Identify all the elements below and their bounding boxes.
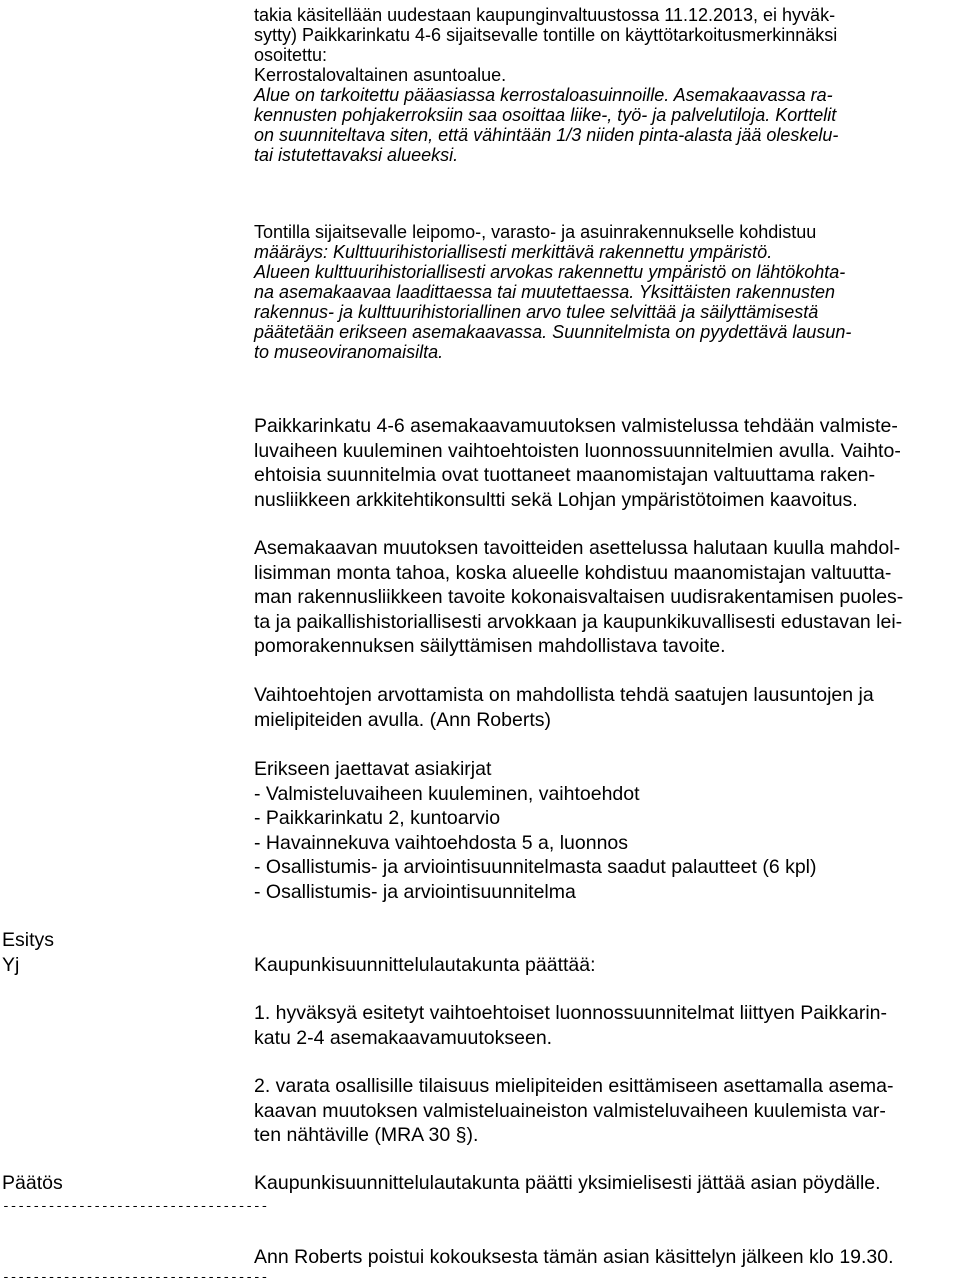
separator-dashes: ----------------------------------- [2,1199,269,1214]
text-line: tai istutettavaksi alueeksi. [254,145,459,165]
proposal-item-2 [254,1074,960,1148]
text-line: Ann Roberts poistui kokouksesta tämän asian käsittelyn jälkeen klo 19.30. [254,1246,894,1268]
text-line: sytty) Paikkarinkatu 4-6 sijaitsevalle tontille on käyttötarkoitusmerkinnäksi [254,25,838,45]
text-line: Kerrostalovaltainen asuntoalue. [254,65,507,85]
text-line: to museoviranomaisilta. [254,342,444,362]
list-item: - Osallistumis- ja arviointisuunnitelma [254,880,576,903]
proposal-intro [254,953,960,978]
note-text [254,1245,960,1270]
paragraph-cultural-heritage [254,222,960,362]
text-line: osoitettu: [254,45,328,65]
text-line: päätetään erikseen asemakaavassa. Suunnitelmista on pyydettävä lausun- [254,322,852,342]
proposal-item-1 [254,1001,960,1050]
text-line: määräys: Kulttuurihistoriallisesti merkittävä rakennettu ympäristö. [254,242,773,262]
margin-label-esitys: Esitys [2,929,55,951]
list-item: - Osallistumis- ja arviointisuunnitelmasta saadut palautteet (6 kpl) [254,856,817,878]
list-item: - Havainnekuva vaihtoehdosta 5 a, luonnos [254,831,629,854]
text-line: nusliikkeen arkkitehtikonsultti sekä Lohjan ympäristötoimen kaavoitus. [254,488,858,511]
text-line: Tontilla sijaitsevalle leipomo-, varasto- ja asuinrakennukselle kohdistuu [254,222,817,242]
text-line: ta ja paikallishistoriallisesti arvokkaan ja kaupunkikuvallisesti edustavan lei- [254,610,903,633]
text-line: ten nähtäville (MRA 30 §). [254,1124,479,1146]
text-line: Alue on tarkoitettu pääasiassa kerrostaloasuinnoille. Asemakaavassa ra- [254,85,833,105]
text-line: 2. varata osallisille tilaisuus mielipiteiden esittämiseen asettamalla asema- [254,1075,894,1097]
text-line: mielipiteiden avulla. (Ann Roberts) [254,708,551,731]
text-line: na asemakaavaa laadittaessa tai muutettaessa. Yksittäisten rakennusten [254,282,836,302]
separator-dashes: ----------------------------------- [2,1270,269,1285]
text-line: ehtoisia suunnitelmia ovat tuottaneet maanomistajan valtuuttama raken- [254,464,876,486]
text-line: 1. hyväksyä esitetyt vaihtoehtoiset luonnossuunnitelmat liittyen Paikkarin- [254,1002,887,1024]
paragraph-zoning-designation [254,5,960,165]
text-line: kennusten pohjakerroksiin saa osoittaa liike-, työ- ja palvelutiloja. Korttelit [254,105,837,125]
attachments-heading: Erikseen jaettavat asiakirjat [254,758,492,780]
text-line: Kaupunkisuunnittelulautakunta päättää: [254,954,596,976]
decision-text [254,1171,960,1196]
text-line: Asemakaavan muutoksen tavoitteiden asettelussa halutaan kuulla mahdol- [254,537,901,559]
paragraph-objectives [254,536,960,659]
attachments-list [254,757,960,904]
text-line: rakennus- ja kulttuurihistoriallinen arvo tulee selvittää ja säilyttämisestä [254,302,819,322]
margin-label-paatos: Päätös [2,1172,63,1194]
paragraph-preparation [254,414,960,512]
text-line: Alueen kulttuurihistoriallisesti arvokas rakennettu ympäristö on lähtökohta- [254,262,846,282]
text-line: pomorakennuksen säilyttämisen mahdollistava tavoite. [254,635,726,657]
list-item: - Paikkarinkatu 2, kuntoarvio [254,807,501,829]
margin-label-yj: Yj [2,954,20,976]
text-line: takia käsitellään uudestaan kaupunginvaltuustossa 11.12.2013, ei hyväk- [254,5,836,25]
text-line: Kaupunkisuunnittelulautakunta päätti yksimielisesti jättää asian pöydälle. [254,1172,881,1194]
text-line: Vaihtoehtojen arvottamista on mahdollista tehdä saatujen lausuntojen ja [254,684,874,706]
text-line: Paikkarinkatu 4-6 asemakaavamuutoksen valmistelussa tehdään valmiste- [254,415,898,437]
text-line: lisimman monta tahoa, koska alueelle kohdistuu maanomistajan valtuutta- [254,561,892,584]
text-line: luvaiheen kuuleminen vaihtoehtoisten luonnossuunnitelmien avulla. Vaihto- [254,439,901,462]
text-line: katu 2-4 asemakaavamuutokseen. [254,1026,553,1049]
list-item: - Valmisteluvaiheen kuuleminen, vaihtoehdot [254,782,640,805]
paragraph-evaluation [254,683,960,732]
text-line: on suunniteltava siten, että vähintään 1/3 niiden pinta-alasta jää oleskelu- [254,125,839,145]
text-line: kaavan muutoksen valmisteluaineiston valmisteluvaiheen kuulemista var- [254,1099,886,1122]
text-line: man rakennusliikkeen tavoite kokonaisvaltaisen uudisrakentamisen puoles- [254,586,904,608]
